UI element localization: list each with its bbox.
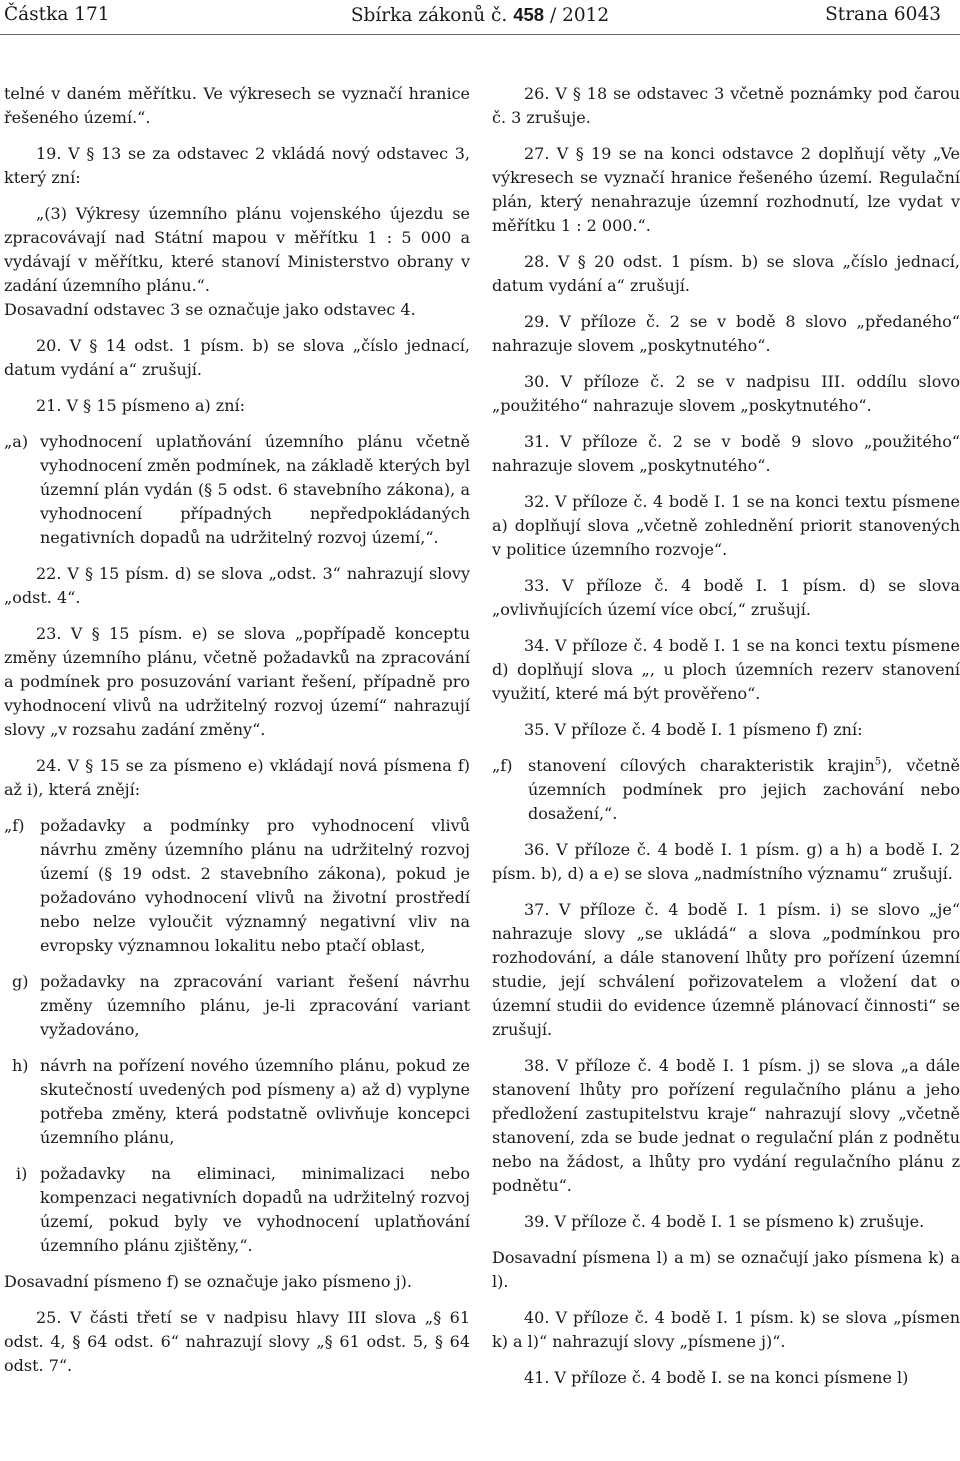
item-text: požadavky a podmínky pro vyhodnocení vlivů návrhu změny územního plánu na udržitelný rozvoj území (§ 19 odst. 2 stavebního zákona), pokud je požadováno vyhodnocení vlivů na životní prostředí nebo nelze vyloučit významný negativní vliv na evropsky významnou lokalitu nebo ptačí oblast, <box>40 816 470 955</box>
point-26: 26. V § 18 se odstavec 3 včetně poznámky pod čarou č. 3 zrušuje. <box>492 84 960 127</box>
footnote-marker: 5 <box>874 756 882 768</box>
point-30: 30. V příloze č. 2 se v nadpisu III. oddílu slovo „použitého“ nahrazuje slovem „poskytnutého“. <box>492 372 960 415</box>
law-number: 458 <box>513 4 545 25</box>
point-36: 36. V příloze č. 4 bodě I. 1 písm. g) a h) a bodě I. 2 písm. b), d) a e) se slova „nadmístního významu“ zrušují. <box>492 840 960 883</box>
point-39-note: Dosavadní písmena l) a m) se označují jako písmena k) a l). <box>492 1248 960 1291</box>
point-24-item-h <box>4 1054 470 1150</box>
point-34: 34. V příloze č. 4 bodě I. 1 se na konci textu písmene d) doplňují slova „, u ploch územních rezerv stanovení využití, které má být prověřeno“. <box>492 636 960 703</box>
point-21-item-a <box>4 430 470 550</box>
item-text-start: stanovení cílových charakteristik krajin <box>528 756 875 775</box>
law-year: / 2012 <box>549 5 610 26</box>
point-22: 22. V § 15 písm. d) se slova „odst. 3“ nahrazují slovy „odst. 4“. <box>4 564 470 607</box>
point-39: 39. V příloze č. 4 bodě I. 1 se písmeno k) zrušuje. <box>524 1212 925 1231</box>
item-label: „a) <box>4 432 29 451</box>
item-label: i) <box>16 1164 28 1183</box>
collection-title <box>0 4 960 27</box>
right-column <box>492 82 960 1402</box>
point-24-note: Dosavadní písmeno f) se označuje jako písmeno j). <box>4 1272 412 1291</box>
paragraph-continuation: telné v daném měřítku. Ve výkresech se vyznačí hranice řešeného území.“. <box>4 84 470 127</box>
point-21: 21. V § 15 písmeno a) zní: <box>36 396 246 415</box>
item-text: vyhodnocení uplatňování územního plánu včetně vyhodnocení změn podmínek, na základě kterých byl územní plán vydán (§ 5 odst. 6 stavebního zákona), a vyhodnocení případných nepředpokládaných negativních dopadů na udržitelný rozvoj území,“. <box>40 432 470 547</box>
point-19-quote: „(3) Výkresy územního plánu vojenského újezdu se zpracovávají nad Státní mapou v měřítku 1 : 5 000 a vydávají v měřítku, které stanoví Ministerstvo obrany v zadání územního plánu.“. <box>4 204 470 295</box>
point-27: 27. V § 19 se na konci odstavce 2 doplňují věty „Ve výkresech se vyznačí hranice řešeného území. Regulační plán, který nenahrazuje územní rozhodnutí, lze vydat v měřítku 1 : 2 000.“. <box>492 144 960 235</box>
point-24-item-f <box>4 814 470 958</box>
point-41: 41. V příloze č. 4 bodě I. se na konci písmene l) <box>524 1368 909 1387</box>
collection-prefix: Sbírka zákonů č. <box>350 5 508 26</box>
item-text: požadavky na zpracování variant řešení návrhu změny územního plánu, je-li zpracování variant vyžadováno, <box>40 972 470 1039</box>
point-33: 33. V příloze č. 4 bodě I. 1 písm. d) se slova „ovlivňujících území více obcí,“ zrušují. <box>492 576 960 619</box>
point-29: 29. V příloze č. 2 se v bodě 8 slovo „předaného“ nahrazuje slovem „poskytnutého“. <box>492 312 960 355</box>
point-25: 25. V části třetí se v nadpisu hlavy III slova „§ 61 odst. 4, § 64 odst. 6“ nahrazují slovy „§ 61 odst. 5, § 64 odst. 7“. <box>4 1308 470 1375</box>
left-column <box>4 82 470 1390</box>
point-40: 40. V příloze č. 4 bodě I. 1 písm. k) se slova „písmen k) a l)“ nahrazují slovy „písmene j)“. <box>492 1308 960 1351</box>
header-divider <box>0 34 960 35</box>
point-24-item-i <box>4 1162 470 1258</box>
item-text-end: ), včetně územních podmínek pro jejich zachování nebo dosažení,“. <box>528 756 960 823</box>
item-text: požadavky na eliminaci, minimalizaci nebo kompenzaci negativních dopadů na udržitelný rozvoj území, pokud byly ve vyhodnocení uplatňování územního plánu zjištěny,“. <box>40 1164 470 1255</box>
point-24: 24. V § 15 se za písmeno e) vkládají nová písmena f) až i), která znějí: <box>4 756 470 799</box>
point-35-item-f <box>492 754 960 826</box>
page-number: Strana 6043 <box>825 4 941 25</box>
point-31: 31. V příloze č. 2 se v bodě 9 slovo „použitého“ nahrazuje slovem „poskytnutého“. <box>492 432 960 475</box>
item-label: h) <box>12 1056 29 1075</box>
point-23: 23. V § 15 písm. e) se slova „popřípadě konceptu změny územního plánu, včetně požadavků na zpracování a podmínek pro posuzování variant řešení, případně pro vyhodnocení vlivů na udržitelný rozvoj území“ nahrazují slovy „v rozsahu zadání změny“. <box>4 624 470 739</box>
point-19-note: Dosavadní odstavec 3 se označuje jako odstavec 4. <box>4 300 416 319</box>
point-32: 32. V příloze č. 4 bodě I. 1 se na konci textu písmene a) doplňují slova „včetně zohlednění priorit stanovených v politice územního rozvoje“. <box>492 492 960 559</box>
page-header <box>0 0 960 34</box>
item-label: „f) <box>492 756 513 775</box>
issue-part-label: Částka 171 <box>4 4 110 25</box>
point-35: 35. V příloze č. 4 bodě I. 1 písmeno f) zní: <box>524 720 863 739</box>
item-text <box>528 754 960 826</box>
point-38: 38. V příloze č. 4 bodě I. 1 písm. j) se slova „a dále stanovení lhůty pro pořízení regulačního plánu a jeho předložení zastupitelstvu kraje“ nahrazují slovy „včetně stanovení, zda se bude jednat o regulační plán z podnětu nebo na žádost, a lhůty pro vydání regulačního plánu z podnětu“. <box>492 1056 960 1195</box>
point-19: 19. V § 13 se za odstavec 2 vkládá nový odstavec 3, který zní: <box>4 144 470 187</box>
item-label: „f) <box>4 816 25 835</box>
point-24-item-g <box>4 970 470 1042</box>
point-28: 28. V § 20 odst. 1 písm. b) se slova „číslo jednací, datum vydání a“ zrušují. <box>492 252 960 295</box>
point-37: 37. V příloze č. 4 bodě I. 1 písm. i) se slovo „je“ nahrazuje slovy „se ukládá“ a slova „podmínkou pro rozhodování, a dále stanovení lhůty pro pořízení územní studie, její schválení pořizovatelem a vložení dat o územní studii do evidence územně plánovací činnosti“ se zrušují. <box>492 900 960 1039</box>
item-label: g) <box>12 972 29 991</box>
item-text: návrh na pořízení nového územního plánu, pokud ze skutečností uvedených pod písmeny a) až d) vyplyne potřeba změny, která podstatně ovlivňuje koncepci územního plánu, <box>40 1056 470 1147</box>
point-20: 20. V § 14 odst. 1 písm. b) se slova „číslo jednací, datum vydání a“ zrušují. <box>4 336 470 379</box>
